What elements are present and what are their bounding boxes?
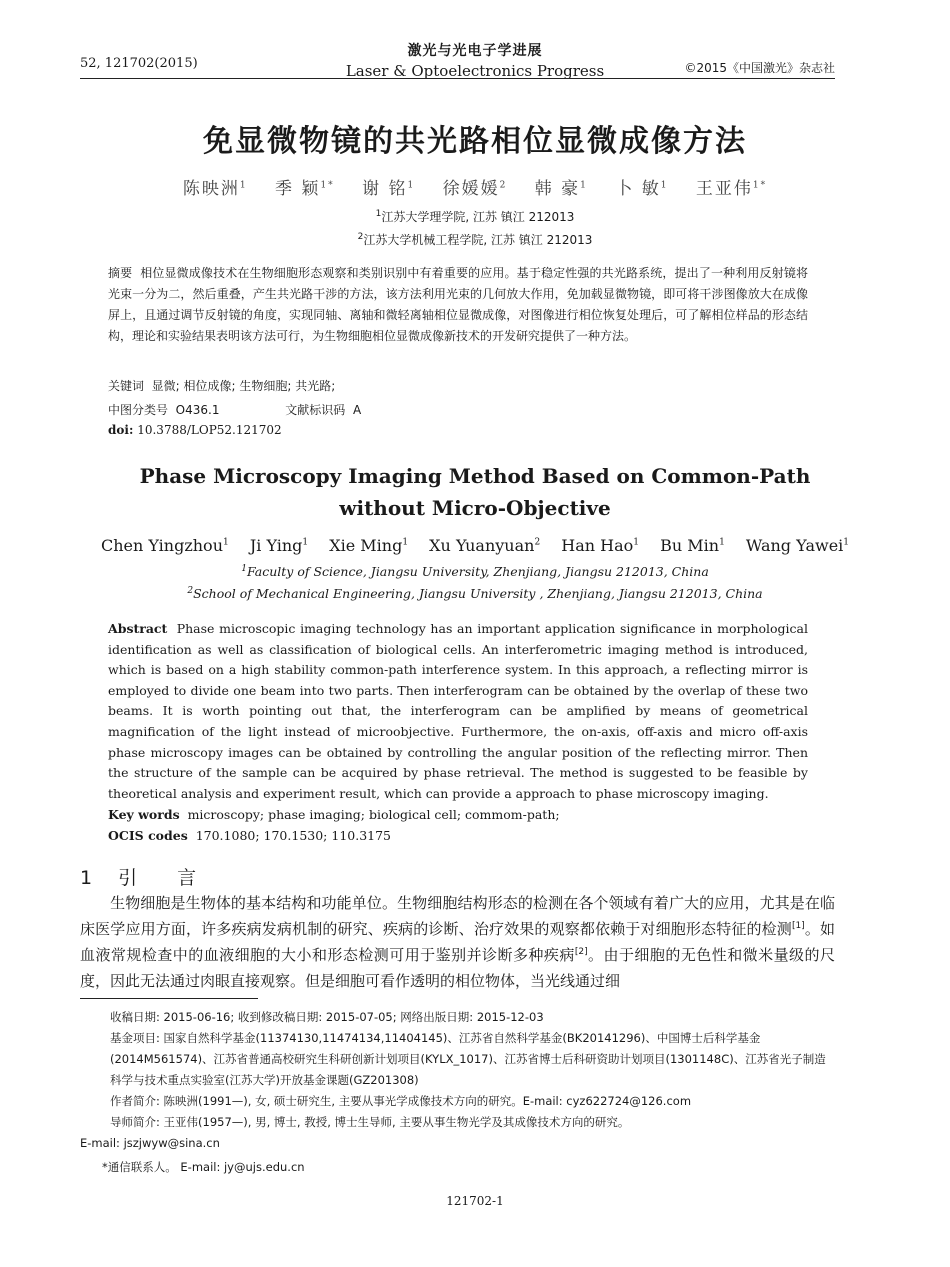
journal-name-cn: 激光与光电子学进展 — [407, 43, 543, 59]
author-en: Wang Yawei$^1$ — [745, 536, 850, 555]
author-cn: 卜 敏$^1$ — [615, 179, 669, 199]
footnote-received: 收稿日期: 2015-06-16; 收到修改稿日期: 2015-07-05; 网络出版日期: 2015-12-03 — [110, 1010, 544, 1024]
footnote-divider — [80, 998, 258, 999]
affiliation-en-1: $^1$Faculty of Science, Jiangsu University, Zhenjiang, Jiangsu 212013, China — [241, 563, 709, 579]
page-number: 121702-1 — [446, 1194, 504, 1208]
footnote-author-bio: 作者简介: 陈映洲(1991—), 女, 硕士研究生, 主要从事光学成像技术方向的研究。E-mail: cyz622724@126.com — [110, 1094, 692, 1108]
author-cn: 谢 铭$^1$ — [362, 179, 416, 199]
author-en: Chen Yingzhou$^1$ — [100, 536, 229, 555]
citation-ref[interactable]: [1] — [791, 921, 805, 931]
abstract-cn — [108, 263, 808, 347]
author-cn: 陈映洲$^1$ — [182, 179, 248, 199]
author-list-en — [0, 536, 950, 555]
footnote-corresponding: *通信联系人。 E-mail: jy@ujs.edu.cn — [102, 1160, 305, 1174]
footnote-advisor-bio: 导师简介: 王亚伟(1957—), 男, 博士, 教授, 博士生导师, 主要从事生物光学及其成像技术方向的研究。 — [110, 1115, 630, 1129]
affiliation-cn-1: $^1$江苏大学理学院, 江苏 镇江 212013 — [375, 209, 575, 224]
affiliation-en-2: $^2$School of Mechanical Engineering, Jiangsu University , Zhenjiang, Jiangsu 212013, China — [187, 585, 763, 601]
doi: doi: 10.3788/LOP52.121702 — [108, 423, 282, 437]
header-divider — [80, 78, 835, 79]
author-cn: 王亚伟$^{1*}$ — [695, 179, 768, 199]
author-en: Bu Min$^1$ — [660, 536, 725, 555]
citation-ref[interactable]: [2] — [574, 947, 588, 957]
header-citation: 52, 121702(2015) — [80, 56, 198, 71]
intro-paragraph: 生物细胞是生物体的基本结构和功能单位。生物细胞结构形态的检测在各个领域有着广大的应用，尤其是在临床医学应用方面，许多疾病发病机制的研究、疾病的诊断、治疗效果的观察都依赖于对细胞形态特征的检测[1]。如血液常规检查中的血液细胞的大小和形态检测可用于鉴别并诊断多种疾病[2]。由于细胞的无色性和微米量级的尺度，因此无法通过肉眼直接观察。但是细胞可看作透明的相位物体，当光线通过细 — [80, 894, 835, 990]
abstract-en-text: Phase microscopic imaging technology has an important application significance in morphological identification as well as classification of biological cells. An interferometric imaging method is introduced, which is based on a high stability common-path interference system. In this approach, a reflecting mirror is employed to divide one beam into two parts. Then interferogram can be obtained by the overlap of these two beams. It is worth pointing out that, the interferogram can be amplified by means of geometrical magnification of the light instead of microobjective. Furthermore, the on-axis, off-axis and micro off-axis phase microscopy images can be obtained by controlling the angular position of the reflecting mirror. Then the structure of the sample can be acquired by phase retrieval. The method is suggested to be feasible by theoretical analysis and experiment result, which can provide a approach to phase microscopy imaging. — [108, 621, 808, 801]
abstract-cn-text: 相位显微成像技术在生物细胞形态观察和类别识别中有着重要的应用。基于稳定性强的共光路系统，提出了一种利用反射镜将光束一分为二，然后重叠，产生共光路干涉的方法，该方法利用光束的几何放大作用，免加载显微物镜，即可将干涉图像放大在成像屏上，且通过调节反射镜的角度，实现同轴、离轴和微轻离轴相位显微成像，对图像进行相位恢复处理后，可了解相位样品的形态结构，理论和实验结果表明该方法可行，为生物细胞相位显微成像新技术的开发研究提供了一种方法。 — [108, 266, 808, 343]
author-en: Xu Yuanyuan$^2$ — [429, 536, 541, 555]
affiliation-cn-2: $^2$江苏大学机械工程学院, 江苏 镇江 212013 — [357, 232, 593, 247]
author-en: Xie Ming$^1$ — [329, 536, 409, 555]
header-copyright: ©2015《中国激光》杂志社 — [684, 61, 835, 75]
author-list-cn — [0, 174, 950, 199]
abstract-en-label: Abstract — [108, 621, 168, 636]
journal-name-en: Laser & Optoelectronics Progress — [345, 62, 605, 80]
classification-cn: 中图分类号 O436.1 文献标识码 A — [108, 403, 362, 417]
section-heading-introduction: 1 引 言 — [80, 867, 197, 889]
doi-value[interactable]: 10.3788/LOP52.121702 — [137, 423, 282, 437]
footnote-advisor-email: E-mail: jszjwyw@sina.cn — [80, 1136, 220, 1150]
author-en: Han Hao$^1$ — [561, 536, 640, 555]
author-cn: 韩 豪$^1$ — [534, 179, 588, 199]
keywords-en: Key words microscopy; phase imaging; biological cell; commom-path; — [108, 807, 560, 822]
abstract-en — [108, 619, 808, 804]
keywords-cn: 关键词 显微; 相位成像; 生物细胞; 共光路; — [108, 379, 336, 393]
author-cn: 徐媛媛$^2$ — [442, 179, 508, 199]
paper-title-en: Phase Microscopy Imaging Method Based on Common-Path without Micro-Objective — [139, 464, 811, 520]
author-en: Ji Ying$^1$ — [249, 536, 309, 555]
ocis-codes: OCIS codes 170.1080; 170.1530; 110.3175 — [108, 828, 392, 843]
paper-title-cn: 免显微物镜的共光路相位显微成像方法 — [203, 124, 747, 159]
abstract-cn-label: 摘要 — [108, 266, 133, 280]
footnotes — [80, 1007, 835, 1178]
author-cn: 季 颖$^{1*}$ — [275, 179, 335, 199]
footnote-funding: 基金项目: 国家自然科学基金(11374130,11474134,11404145)、江苏省自然科学基金(BK20141296)、中国博士后科学基金(2014M561574)、江苏省普通高校研究生科研创新计划项目(KYLX_1017)、江苏省博士后科研资助计划项目(1301148C)、江苏省光子制造科学与技术重点实验室(江苏大学)开放基金课题(GZ201308) — [110, 1031, 826, 1087]
